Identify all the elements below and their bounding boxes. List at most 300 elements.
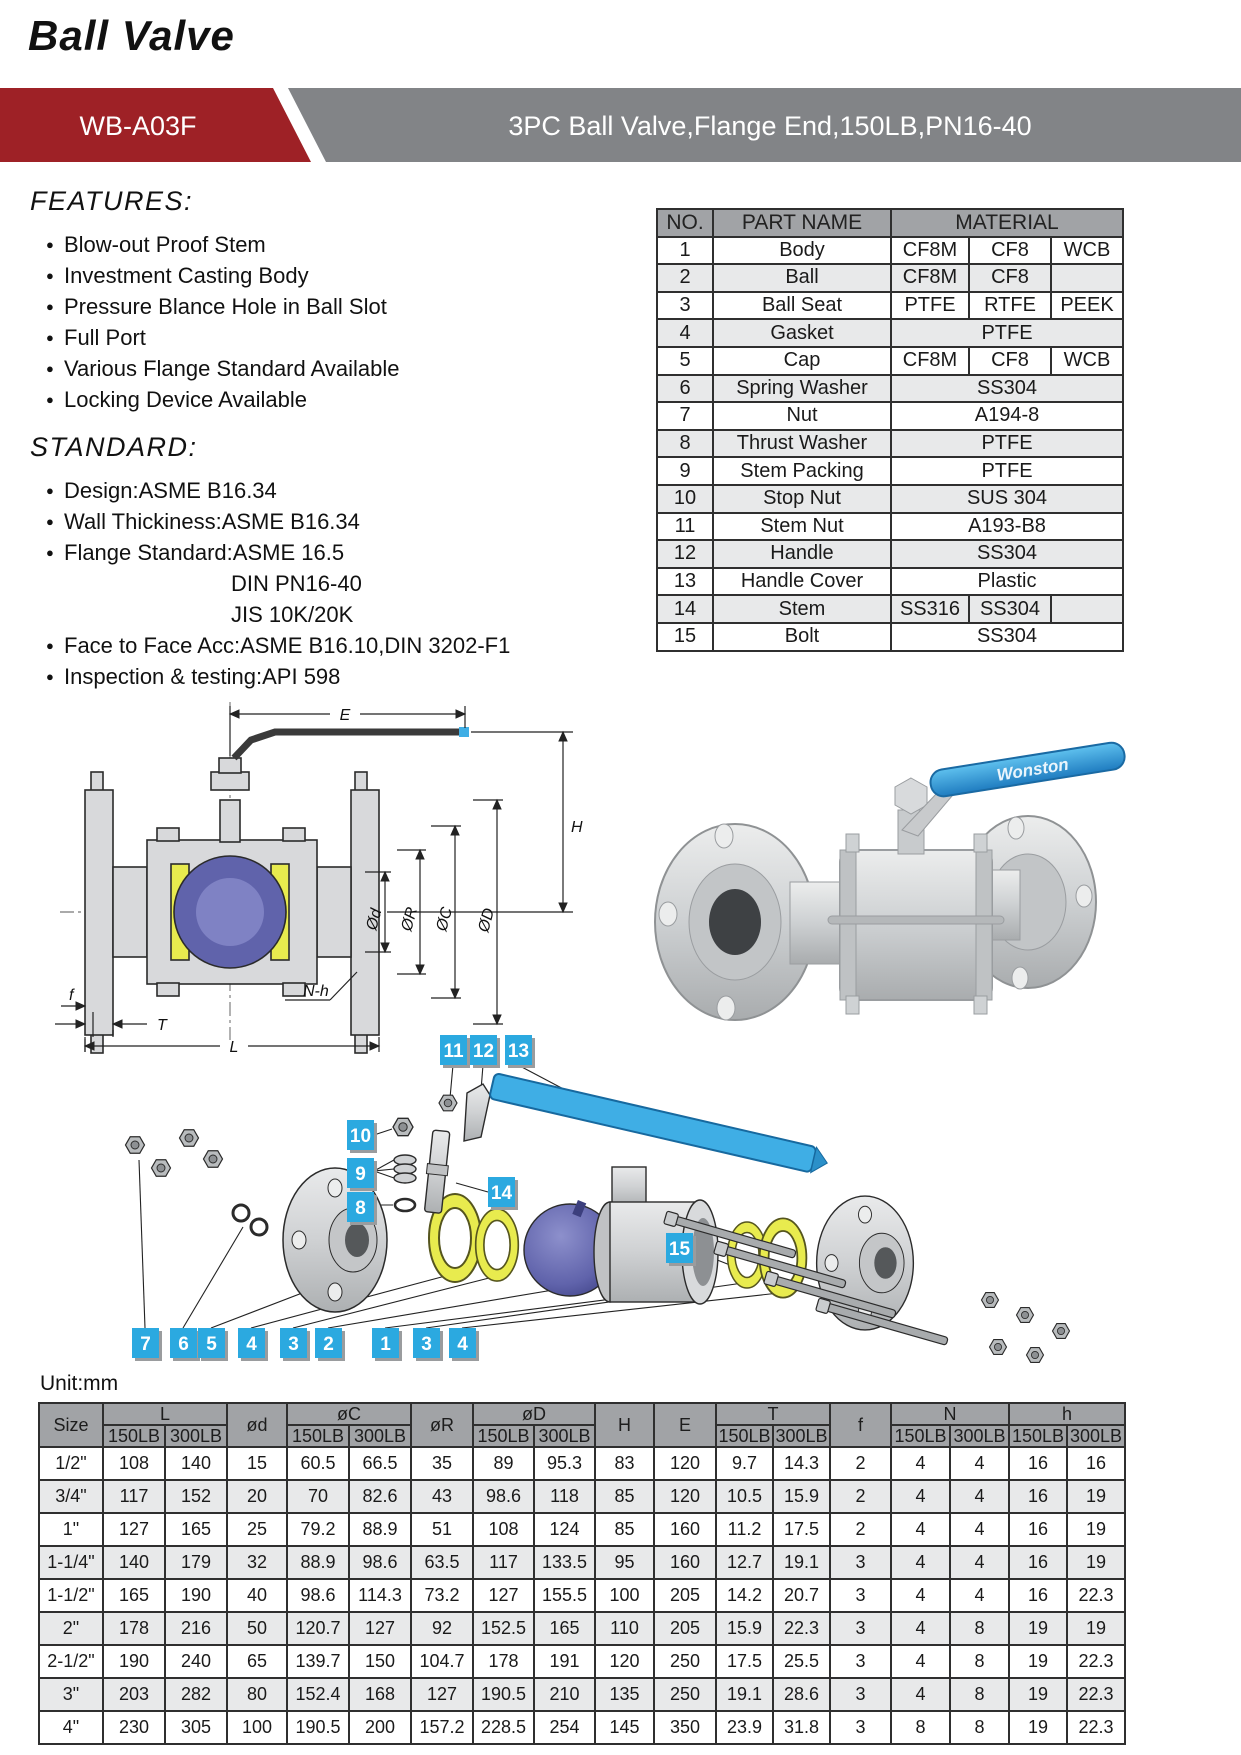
- dim-cell: 203: [103, 1678, 165, 1711]
- parts-row: [657, 430, 1123, 458]
- bullet-item: ● Flange Standard:ASME 16.5 DIN PN16-40 JIS 10K/20K: [30, 537, 650, 630]
- exploded-view: [35, 955, 1110, 1370]
- parts-row: [657, 623, 1123, 651]
- dim-cell: 190: [103, 1645, 165, 1678]
- part-name: Nut: [713, 402, 891, 430]
- dim-cell: 83: [595, 1447, 654, 1480]
- part-no: 10: [657, 485, 713, 513]
- dim-col-header: Size: [39, 1403, 103, 1447]
- bullet-item: ● Locking Device Available: [30, 384, 650, 415]
- part-tag: [505, 1035, 535, 1068]
- dim-cell: 3: [830, 1678, 891, 1711]
- dim-subcol-header: 150LB: [473, 1425, 534, 1447]
- part-tag: [280, 1328, 310, 1361]
- dim-cell: 85: [595, 1513, 654, 1546]
- bullet-item: ● Blow-out Proof Stem: [30, 229, 650, 260]
- part-material: A193-B8: [891, 513, 1123, 541]
- dim-cell: 205: [654, 1612, 716, 1645]
- dim-cell: 4: [950, 1579, 1009, 1612]
- stem-nut-part: [439, 1095, 457, 1111]
- part-no: 11: [657, 513, 713, 541]
- dim-cell: 31.8: [773, 1711, 830, 1744]
- seat-left: [476, 1209, 519, 1281]
- part-no: 6: [657, 375, 713, 403]
- part-tag: [413, 1328, 443, 1361]
- part-no: 7: [657, 402, 713, 430]
- dim-cell: 4: [891, 1645, 950, 1678]
- dim-cell: 73.2: [411, 1579, 473, 1612]
- dimensions-table: [38, 1402, 1126, 1745]
- dim-cell: 152: [165, 1480, 227, 1513]
- dim-col-header: L: [103, 1403, 227, 1425]
- size-cell: 3": [39, 1678, 103, 1711]
- dim-label-H: H: [571, 819, 583, 836]
- dim-cell: 178: [103, 1612, 165, 1645]
- size-cell: 1-1/2": [39, 1579, 103, 1612]
- part-tag: [470, 1035, 500, 1068]
- part-no: 2: [657, 264, 713, 292]
- dim-row: [39, 1678, 1125, 1711]
- dim-cell: 20: [227, 1480, 287, 1513]
- svg-text:5: 5: [206, 1334, 217, 1355]
- dim-cell: 127: [473, 1579, 534, 1612]
- dim-subcol-header: 300LB: [534, 1425, 595, 1447]
- dim-col-header: T: [716, 1403, 830, 1425]
- dim-col-header: ød: [227, 1403, 287, 1447]
- part-tag: [347, 1192, 377, 1225]
- parts-table: [656, 208, 1124, 652]
- svg-text:9: 9: [355, 1164, 366, 1185]
- dim-cell: 8: [950, 1711, 1009, 1744]
- dim-cell: 160: [654, 1546, 716, 1579]
- dim-label-D: ØD: [475, 906, 499, 935]
- features-section: [30, 186, 650, 415]
- dim-cell: 3: [830, 1711, 891, 1744]
- dim-cell: 23.9: [716, 1711, 773, 1744]
- dim-cell: 179: [165, 1546, 227, 1579]
- dim-cell: 95: [595, 1546, 654, 1579]
- dim-cell: 127: [349, 1612, 411, 1645]
- body-part: [594, 1167, 718, 1304]
- part-tag: [440, 1035, 470, 1068]
- bullet-item: ● Pressure Blance Hole in Ball Slot: [30, 291, 650, 322]
- dim-cell: 145: [595, 1711, 654, 1744]
- part-material: SS304: [891, 375, 1123, 403]
- dim-cell: 160: [654, 1513, 716, 1546]
- dim-col-header: øD: [473, 1403, 595, 1425]
- svg-text:2: 2: [323, 1334, 334, 1355]
- dim-cell: 250: [654, 1645, 716, 1678]
- dim-cell: 22.3: [1067, 1711, 1125, 1744]
- dim-cell: 88.9: [287, 1546, 349, 1579]
- dim-cell: 19: [1067, 1513, 1125, 1546]
- dim-cell: 140: [103, 1546, 165, 1579]
- dim-cell: 16: [1009, 1513, 1067, 1546]
- dim-col-header: E: [654, 1403, 716, 1447]
- part-no: 14: [657, 595, 713, 623]
- dim-cell: 16: [1009, 1447, 1067, 1480]
- part-tag: [449, 1328, 479, 1361]
- dim-cell: 2: [830, 1513, 891, 1546]
- parts-row: [657, 319, 1123, 347]
- dim-row: [39, 1645, 1125, 1678]
- svg-text:10: 10: [349, 1126, 372, 1147]
- dim-cell: 15.9: [773, 1480, 830, 1513]
- dim-cell: 139.7: [287, 1645, 349, 1678]
- part-no: 4: [657, 319, 713, 347]
- part-material: SS316: [891, 595, 969, 623]
- dim-cell: 117: [473, 1546, 534, 1579]
- bullet-item: ● Face to Face Acc:ASME B16.10,DIN 3202-F1: [30, 630, 650, 661]
- stem-gland: [220, 800, 240, 842]
- dim-cell: 127: [411, 1678, 473, 1711]
- dim-row: [39, 1513, 1125, 1546]
- dim-subcol-header: 150LB: [103, 1425, 165, 1447]
- dim-cell: 65: [227, 1645, 287, 1678]
- part-tag: [170, 1328, 200, 1361]
- col-material: MATERIAL: [891, 209, 1123, 237]
- dim-cell: 165: [165, 1513, 227, 1546]
- features-list: [30, 229, 650, 415]
- dim-cell: 22.3: [1067, 1678, 1125, 1711]
- dim-label-d: Ød: [363, 907, 386, 933]
- svg-text:7: 7: [140, 1334, 151, 1355]
- size-cell: 3/4": [39, 1480, 103, 1513]
- part-material: CF8: [969, 347, 1051, 375]
- dim-cell: 210: [534, 1678, 595, 1711]
- part-name: Body: [713, 237, 891, 265]
- dim-cell: 150: [349, 1645, 411, 1678]
- parts-row: [657, 595, 1123, 623]
- part-material: A194-8: [891, 402, 1123, 430]
- dim-cell: 133.5: [534, 1546, 595, 1579]
- dim-subcol-header: 150LB: [1009, 1425, 1067, 1447]
- dim-col-header: øC: [287, 1403, 411, 1425]
- dim-label-L: L: [229, 1039, 239, 1056]
- dim-subcol-header: 300LB: [165, 1425, 227, 1447]
- dim-cell: 8: [950, 1612, 1009, 1645]
- dim-subcol-header: 300LB: [349, 1425, 411, 1447]
- dim-cell: 14.3: [773, 1447, 830, 1480]
- dim-subcol-header: 300LB: [1067, 1425, 1125, 1447]
- part-tag: [347, 1120, 377, 1153]
- dim-cell: 110: [595, 1612, 654, 1645]
- dim-cell: 120: [654, 1480, 716, 1513]
- part-tag: [372, 1328, 402, 1361]
- svg-text:4: 4: [246, 1334, 257, 1355]
- dim-cell: 120: [595, 1645, 654, 1678]
- parts-row: [657, 540, 1123, 568]
- dim-label-R: ØR: [398, 905, 422, 934]
- size-cell: 1-1/4": [39, 1546, 103, 1579]
- dim-cell: 8: [950, 1678, 1009, 1711]
- part-no: 12: [657, 540, 713, 568]
- dim-cell: 305: [165, 1711, 227, 1744]
- dim-cell: 100: [227, 1711, 287, 1744]
- dim-cell: 165: [534, 1612, 595, 1645]
- dim-cell: 4: [950, 1546, 1009, 1579]
- handle-part: [489, 1073, 830, 1176]
- size-cell: 1/2": [39, 1447, 103, 1480]
- part-name: Ball Seat: [713, 292, 891, 320]
- model-code: WB-A03F: [79, 111, 197, 141]
- dim-cell: 19.1: [716, 1678, 773, 1711]
- dim-cell: 98.6: [287, 1579, 349, 1612]
- dim-cell: 8: [950, 1645, 1009, 1678]
- dim-cell: 32: [227, 1546, 287, 1579]
- dim-cell: 35: [411, 1447, 473, 1480]
- dim-row: [39, 1546, 1125, 1579]
- dim-cell: 200: [349, 1711, 411, 1744]
- ball-bore: [196, 878, 264, 946]
- part-name: Spring Washer: [713, 375, 891, 403]
- dim-cell: 100: [595, 1579, 654, 1612]
- dim-cell: 108: [103, 1447, 165, 1480]
- dim-cell: 98.6: [349, 1546, 411, 1579]
- dim-cell: 190.5: [473, 1678, 534, 1711]
- dim-cell: 16: [1009, 1579, 1067, 1612]
- dim-cell: 4: [891, 1480, 950, 1513]
- dim-cell: 104.7: [411, 1645, 473, 1678]
- dim-cell: 230: [103, 1711, 165, 1744]
- dim-cell: 178: [473, 1645, 534, 1678]
- parts-row: [657, 264, 1123, 292]
- dim-cell: 3: [830, 1546, 891, 1579]
- part-name: Thrust Washer: [713, 430, 891, 458]
- dim-cell: 4: [891, 1513, 950, 1546]
- dim-cell: 2: [830, 1447, 891, 1480]
- part-tag: [315, 1328, 345, 1361]
- part-material: WCB: [1051, 237, 1123, 265]
- dim-cell: 15.9: [716, 1612, 773, 1645]
- dim-cell: 191: [534, 1645, 595, 1678]
- svg-text:12: 12: [472, 1041, 495, 1062]
- dim-cell: 120.7: [287, 1612, 349, 1645]
- parts-row: [657, 292, 1123, 320]
- dim-cell: 16: [1009, 1480, 1067, 1513]
- dim-cell: 19: [1009, 1678, 1067, 1711]
- bullet-item: ● Various Flange Standard Available: [30, 353, 650, 384]
- dim-cell: 22.3: [1067, 1645, 1125, 1678]
- col-part-name: PART NAME: [713, 209, 891, 237]
- part-no: 1: [657, 237, 713, 265]
- part-name: Gasket: [713, 319, 891, 347]
- part-name: Stem Packing: [713, 457, 891, 485]
- thrust-washer-part: [395, 1199, 415, 1211]
- dim-subcol-header: 300LB: [950, 1425, 1009, 1447]
- dim-cell: 120: [654, 1447, 716, 1480]
- dim-cell: 89: [473, 1447, 534, 1480]
- dim-cell: 2: [830, 1480, 891, 1513]
- part-tag: [666, 1233, 696, 1266]
- dim-cell: 22.3: [773, 1612, 830, 1645]
- header-banner: [0, 88, 1241, 162]
- dim-cell: 19: [1067, 1546, 1125, 1579]
- size-cell: 1": [39, 1513, 103, 1546]
- parts-row: [657, 513, 1123, 541]
- dim-cell: 79.2: [287, 1513, 349, 1546]
- part-material: SUS 304: [891, 485, 1123, 513]
- dim-cell: 165: [103, 1579, 165, 1612]
- dim-cell: 16: [1009, 1546, 1067, 1579]
- dim-cell: 12.7: [716, 1546, 773, 1579]
- dim-cell: 254: [534, 1711, 595, 1744]
- dim-cell: 20.7: [773, 1579, 830, 1612]
- svg-text:11: 11: [443, 1041, 464, 1062]
- dim-label-Nh: N-h: [303, 983, 329, 1000]
- dim-row: [39, 1447, 1125, 1480]
- part-tag: [238, 1328, 268, 1361]
- dim-cell: 16: [1067, 1447, 1125, 1480]
- svg-text:3: 3: [288, 1334, 299, 1355]
- part-tag: [488, 1177, 518, 1210]
- dim-cell: 4: [891, 1546, 950, 1579]
- parts-row: [657, 568, 1123, 596]
- size-cell: 2": [39, 1612, 103, 1645]
- dim-cell: 168: [349, 1678, 411, 1711]
- dim-cell: 4: [950, 1513, 1009, 1546]
- bullet-item: ● Full Port: [30, 322, 650, 353]
- dim-cell: 4: [891, 1447, 950, 1480]
- part-no: 3: [657, 292, 713, 320]
- parts-row: [657, 347, 1123, 375]
- part-no: 13: [657, 568, 713, 596]
- dim-cell: 8: [891, 1711, 950, 1744]
- svg-text:13: 13: [507, 1041, 530, 1062]
- dim-header-row-1: [39, 1403, 1125, 1425]
- dim-cell: 19: [1009, 1645, 1067, 1678]
- part-name: Handle: [713, 540, 891, 568]
- dim-cell: 19: [1009, 1711, 1067, 1744]
- dim-cell: 4: [950, 1480, 1009, 1513]
- stem-nut-draw: [211, 772, 249, 790]
- dim-cell: 3: [830, 1645, 891, 1678]
- dim-header-row-2: [39, 1425, 1125, 1447]
- dim-cell: 190: [165, 1579, 227, 1612]
- part-material: RTFE: [969, 292, 1051, 320]
- dim-cell: 85: [595, 1480, 654, 1513]
- handle-brand-text: Wonston: [995, 754, 1070, 785]
- photo-side-bolt: [828, 916, 1004, 924]
- parts-row: [657, 237, 1123, 265]
- dim-cell: 14.2: [716, 1579, 773, 1612]
- dim-cell: 82.6: [349, 1480, 411, 1513]
- bullet-item: ● Design:ASME B16.34: [30, 475, 650, 506]
- dim-cell: 80: [227, 1678, 287, 1711]
- parts-header-row: [657, 209, 1123, 237]
- svg-text:3: 3: [421, 1334, 432, 1355]
- part-name: Stop Nut: [713, 485, 891, 513]
- part-material: CF8M: [891, 347, 969, 375]
- parts-row: [657, 485, 1123, 513]
- stop-nut-part: [393, 1118, 413, 1135]
- part-material: CF8M: [891, 264, 969, 292]
- part-material: SS304: [969, 595, 1051, 623]
- dim-cell: 25: [227, 1513, 287, 1546]
- dim-cell: 108: [473, 1513, 534, 1546]
- dim-cell: 43: [411, 1480, 473, 1513]
- dim-cell: 95.3: [534, 1447, 595, 1480]
- dim-col-header: f: [830, 1403, 891, 1447]
- part-name: Stem: [713, 595, 891, 623]
- dim-row: [39, 1579, 1125, 1612]
- dim-cell: 350: [654, 1711, 716, 1744]
- dim-cell: 135: [595, 1678, 654, 1711]
- dim-cell: 63.5: [411, 1546, 473, 1579]
- dim-cell: 3: [830, 1579, 891, 1612]
- dim-cell: 118: [534, 1480, 595, 1513]
- dim-label-f: f: [69, 987, 74, 1004]
- part-no: 9: [657, 457, 713, 485]
- part-name: Bolt: [713, 623, 891, 651]
- dim-cell: 282: [165, 1678, 227, 1711]
- dim-cell: 66.5: [349, 1447, 411, 1480]
- part-material: SS304: [891, 540, 1123, 568]
- dim-cell: 4: [891, 1579, 950, 1612]
- dim-cell: 60.5: [287, 1447, 349, 1480]
- dim-cell: 10.5: [716, 1480, 773, 1513]
- handle-bracket: [464, 1084, 490, 1141]
- dim-cell: 140: [165, 1447, 227, 1480]
- page-title: Ball Valve: [28, 12, 235, 59]
- dim-cell: 216: [165, 1612, 227, 1645]
- svg-text:4: 4: [457, 1334, 468, 1355]
- svg-text:15: 15: [668, 1239, 691, 1260]
- photo-handle: [929, 741, 1127, 798]
- standard-heading: STANDARD:: [30, 432, 198, 462]
- svg-text:6: 6: [178, 1334, 189, 1355]
- part-material: PTFE: [891, 292, 969, 320]
- handle-tip: [459, 727, 469, 737]
- part-tag: [132, 1328, 162, 1361]
- dim-cell: 92: [411, 1612, 473, 1645]
- right-pipe: [317, 867, 351, 957]
- dim-cell: 4: [950, 1447, 1009, 1480]
- part-material: [1051, 595, 1123, 623]
- dim-cell: 127: [103, 1513, 165, 1546]
- dim-col-header: H: [595, 1403, 654, 1447]
- dim-cell: 50: [227, 1612, 287, 1645]
- dim-label-T: T: [157, 1017, 167, 1034]
- dim-row: [39, 1480, 1125, 1513]
- part-material: PTFE: [891, 319, 1123, 347]
- dim-row: [39, 1612, 1125, 1645]
- dim-col-header: N: [891, 1403, 1009, 1425]
- banner-description: 3PC Ball Valve,Flange End,150LB,PN16-40: [508, 111, 1032, 141]
- part-material: CF8M: [891, 237, 969, 265]
- dim-cell: 40: [227, 1579, 287, 1612]
- part-tag: [347, 1158, 377, 1191]
- dim-cell: 22.3: [1067, 1579, 1125, 1612]
- part-material: [1051, 264, 1123, 292]
- parts-row: [657, 375, 1123, 403]
- nuts-and-washers: [126, 1130, 268, 1235]
- parts-row: [657, 402, 1123, 430]
- size-cell: 2-1/2": [39, 1645, 103, 1678]
- dim-cell: 250: [654, 1678, 716, 1711]
- col-no: NO.: [657, 209, 713, 237]
- dim-col-header: h: [1009, 1403, 1125, 1425]
- dim-cell: 114.3: [349, 1579, 411, 1612]
- stem-packing-part: [394, 1155, 416, 1183]
- part-name: Handle Cover: [713, 568, 891, 596]
- dim-cell: 9.7: [716, 1447, 773, 1480]
- dim-subcol-header: 150LB: [287, 1425, 349, 1447]
- dim-cell: 70: [287, 1480, 349, 1513]
- dim-cell: 190.5: [287, 1711, 349, 1744]
- dim-cell: 240: [165, 1645, 227, 1678]
- part-material: SS304: [891, 623, 1123, 651]
